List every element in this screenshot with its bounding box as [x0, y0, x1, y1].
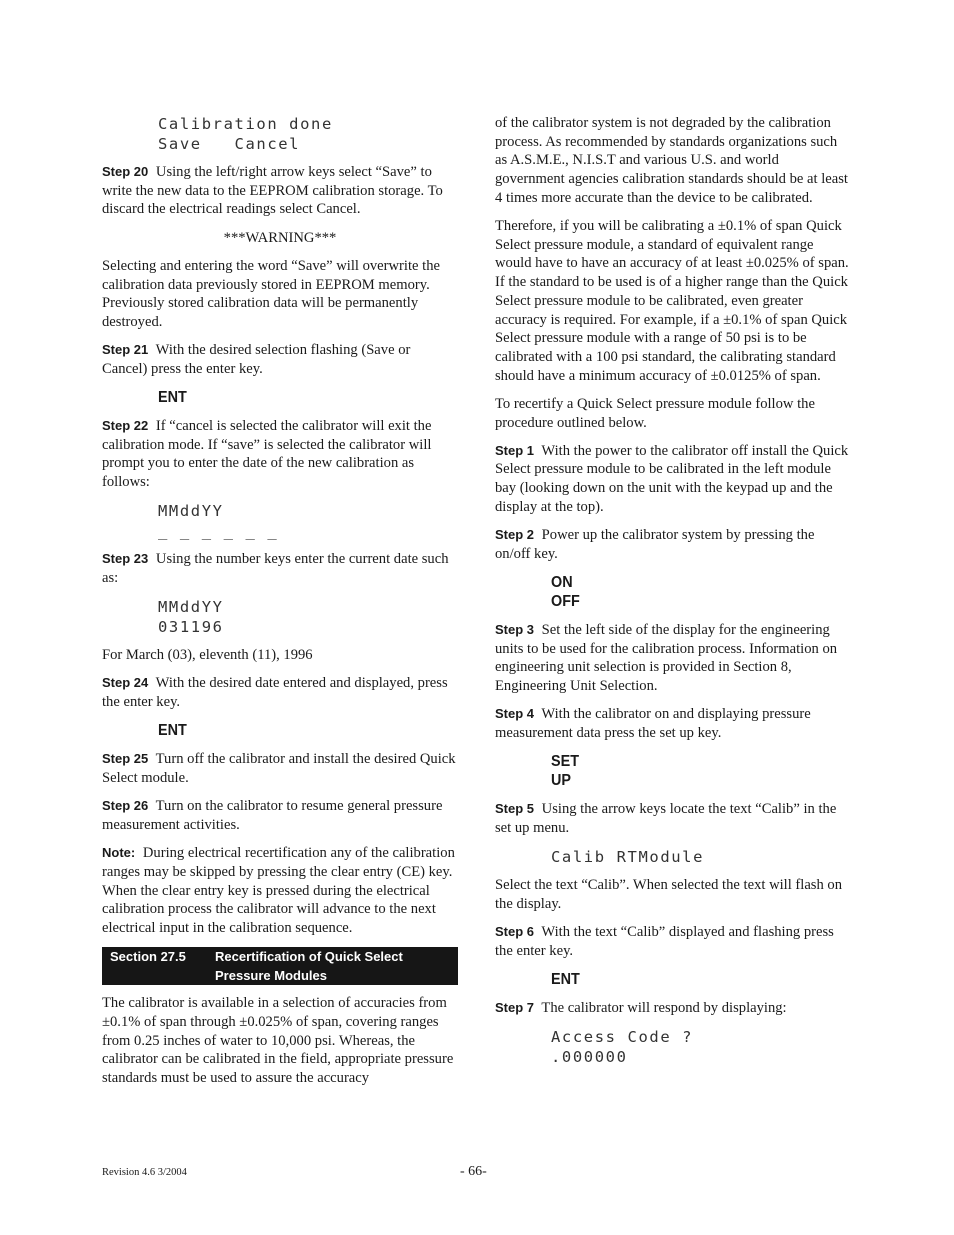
- step-text: Using the arrow keys locate the text “Calib” in the set up menu.: [495, 801, 837, 836]
- step-label: Step 4: [495, 706, 535, 722]
- step-label: Step 21: [102, 342, 149, 358]
- step-label: Step 6: [495, 924, 535, 939]
- note-label: Note:: [102, 845, 136, 861]
- step-label: Step 20: [102, 164, 149, 179]
- step-label: Step 22: [102, 418, 149, 434]
- step-label: Step 7: [495, 999, 535, 1015]
- step-text: Set the left side of the display for the engineering units to be used for the calibration process. Information on engineering unit selection is provided in Section 8, Engineering Unit Selection.: [495, 621, 838, 695]
- step-text: Turn on the calibrator to resume general pressure measurement activities.: [102, 798, 443, 833]
- step-text: With the text “Calib” displayed and flashing press the enter key.: [495, 924, 834, 959]
- step-25: [102, 750, 458, 787]
- step-1: [495, 442, 851, 517]
- section-title: Recertification of Quick Select Pressure Modules: [215, 949, 403, 984]
- date-example: For March (03), eleventh (11), 1996: [102, 647, 313, 664]
- ent-key-label: ENT: [551, 970, 580, 988]
- continued-paragraph: of the calibrator system is not degraded by the calibration process. As recommended by standards organizations such as A.S.M.E., N.I.S.T and various U.S. and world government agencies calibration standards should be at least 4 times more accurate than the device to be calibrated.: [495, 115, 848, 206]
- step-text: With the calibrator on and displaying pressure measurement data press the set up key.: [495, 706, 811, 741]
- step-label: Step 23: [102, 551, 149, 567]
- recertify-paragraph: To recertify a Quick Select pressure module follow the procedure outlined below.: [495, 395, 815, 431]
- step-text: Using the number keys enter the current date such as:: [102, 551, 449, 587]
- step-text: The calibrator will respond by displaying:: [541, 999, 787, 1016]
- step-label: Step 5: [495, 801, 535, 817]
- step-label: Step 3: [495, 621, 535, 637]
- intro-paragraph: The calibrator is available in a selection of accuracies from ±0.1% of span through ±0.025% of span, covering ranges from 0.25 inches of water to 10,000 psi. Whereas, the calibrator can be calibrated in the field, appropriate pressure standards must be used to assure the accuracy: [102, 995, 454, 1086]
- step-text: With the desired selection flashing (Save or Cancel) press the enter key.: [102, 342, 411, 377]
- section-number: Section 27.5: [110, 949, 186, 965]
- note-text: During electrical recertification any of the calibration ranges may be skipped by pressing the clear entry (CE) key. When the clear entry key is pressed during the electrical calibration process the calibrator will advance to the next electrical input in the calibration sequence.: [102, 845, 455, 936]
- off-label: OFF: [551, 592, 580, 610]
- lcd-calib: Calib RTModule: [551, 848, 705, 867]
- footer-revision: Revision 4.6 3/2004: [102, 1167, 187, 1178]
- step-22: [102, 417, 458, 492]
- step-20: [102, 163, 458, 219]
- page-number: - 66-: [460, 1164, 487, 1179]
- set-label: SET: [551, 753, 580, 771]
- step-5: [495, 800, 851, 837]
- step-7: [495, 999, 851, 1018]
- up-label: UP: [551, 772, 572, 790]
- select-calib-paragraph: Select the text “Calib”. When selected the text will flash on the display.: [495, 877, 843, 912]
- on-label: ON: [551, 573, 573, 591]
- set-up-key-label: [551, 752, 821, 790]
- step-label: Step 25: [102, 751, 149, 767]
- step-23: [102, 550, 458, 587]
- step-4: [495, 705, 851, 742]
- lcd-date-value: MMddYY 031196: [158, 598, 224, 637]
- lcd-calibration-done: Calibration done Save Cancel: [158, 115, 333, 153]
- step-label: Step 2: [495, 527, 535, 543]
- step-3: [495, 621, 851, 696]
- step-text: With the desired date entered and displayed, press the enter key.: [102, 675, 448, 711]
- right-column: [495, 114, 851, 1076]
- step-label: Step 1: [495, 442, 535, 458]
- step-6: [495, 923, 851, 960]
- section-heading: [102, 947, 458, 985]
- step-text: Power up the calibrator system by pressing the on/off key.: [495, 527, 815, 562]
- left-column: [102, 114, 458, 1097]
- step-text: If “cancel is selected the calibrator will exit the calibration mode. If “save” is selected the calibrator will prompt you to enter the date of the new calibration as follows:: [102, 418, 432, 491]
- step-text: With the power to the calibrator off install the Quick Select pressure module to be calibrated in the left module bay (looking down on the unit with the keypad up and the display at the top).: [495, 442, 849, 515]
- step-text: Turn off the calibrator and install the desired Quick Select module.: [102, 751, 456, 787]
- step-24: [102, 674, 458, 711]
- note: [102, 844, 458, 938]
- step-label: Step 24: [102, 675, 149, 691]
- on-off-key-label: [551, 573, 821, 611]
- lcd-access-code: Access Code ? .000000: [551, 1028, 694, 1067]
- ent-key-label: ENT: [158, 389, 187, 407]
- step-label: Step 26: [102, 798, 149, 814]
- ent-key-label: ENT: [158, 722, 187, 740]
- step-2: [495, 526, 851, 563]
- warning-heading: ***WARNING***: [223, 229, 337, 246]
- lcd-date-prompt: MMddYY _ _ _ _ _ _: [158, 502, 279, 541]
- therefore-paragraph: Therefore, if you will be calibrating a ±0.1% of span Quick Select pressure module, a standard of equivalent range would have to have an accuracy of at least ±0.025% of span. If the standard to be used is of a higher range than the Quick Select pressure module to be calibrated, even greater accuracy is required. For example, if a ±0.1% of span Quick Select pressure module with a range of 50 psi is to be calibrated with a 100 psi standard, the calibrating standard should have a minimum accuracy of ±0.0125% of span.: [495, 218, 849, 384]
- step-26: [102, 797, 458, 834]
- step-21: [102, 341, 458, 378]
- warning-text: Selecting and entering the word “Save” will overwrite the calibration data previously stored in EEPROM memory. Previously stored calibration data will be permanently destroyed.: [102, 257, 440, 330]
- step-text: Using the left/right arrow keys select “Save” to write the new data to the EEPROM calibration storage. To discard the electrical readings select Cancel.: [102, 164, 443, 218]
